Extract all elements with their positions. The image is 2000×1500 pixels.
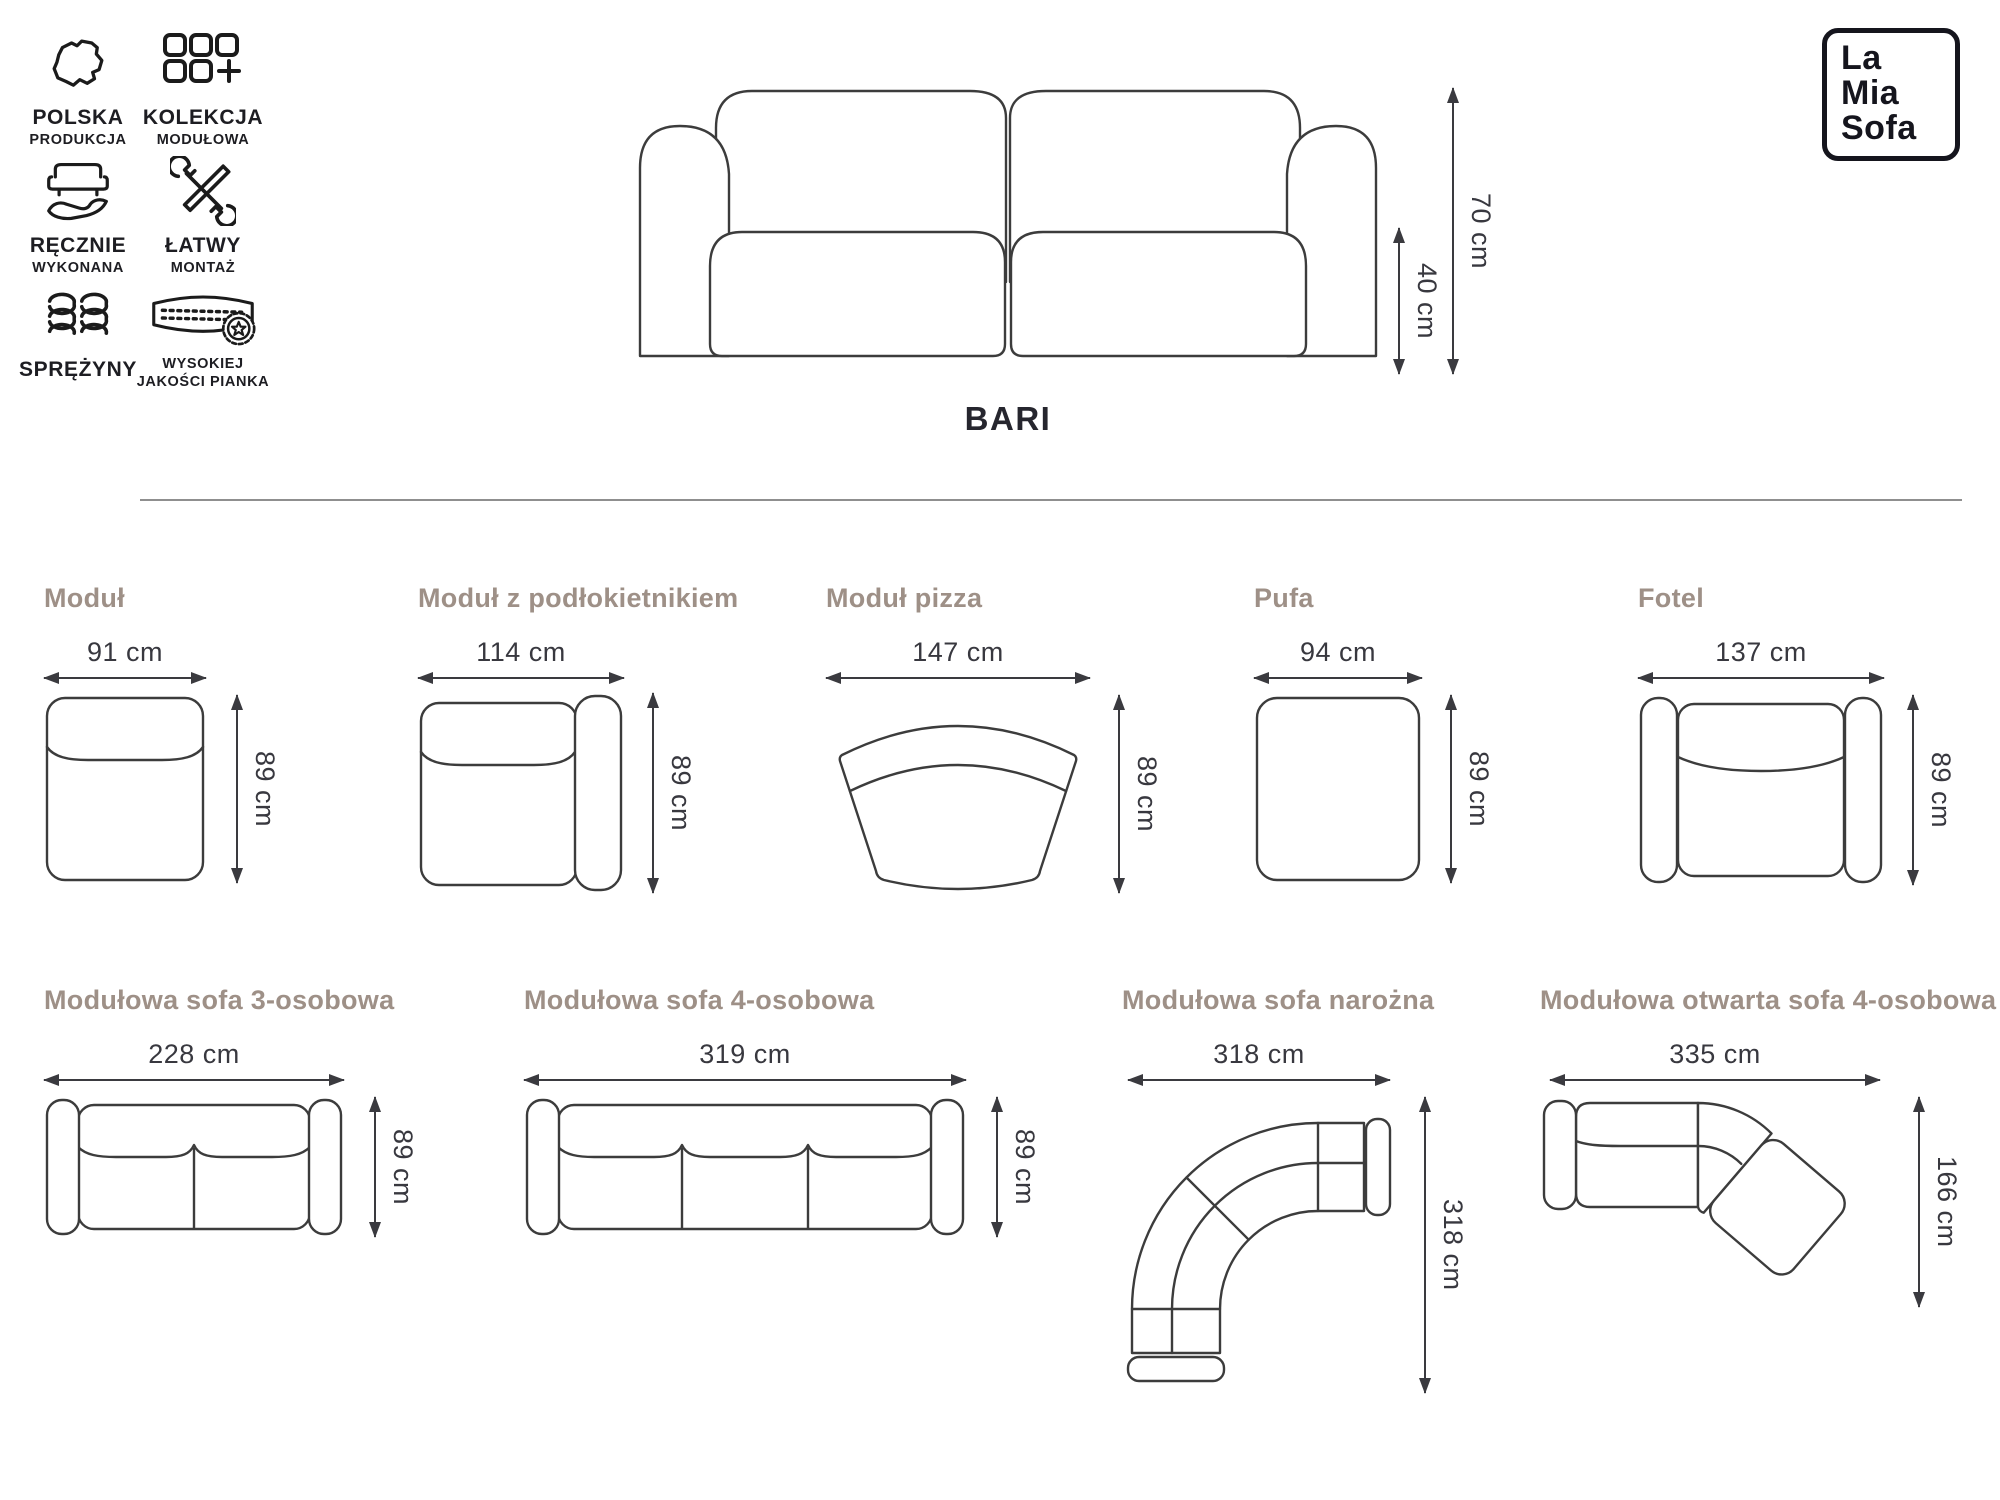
width-dimension (44, 637, 206, 679)
module-arm-top-view (418, 693, 624, 893)
poland-map-icon (45, 32, 111, 98)
armchair-top-view (1638, 695, 1884, 885)
width-label: 94 cm (1299, 637, 1377, 667)
vertical-arrow (1118, 695, 1120, 893)
depth-label: 89 cm (666, 754, 696, 832)
seat-cushion-right (1011, 232, 1306, 356)
foam-quality-icon (147, 288, 259, 348)
vertical-arrow (996, 1097, 998, 1237)
diagram-modul (44, 583, 280, 828)
feature-subtitle: MODUŁOWA (156, 132, 250, 148)
depth-dimension (996, 1097, 1040, 1237)
configuration-title: Modułowa otwarta sofa 4-osobowa (1540, 985, 1997, 1015)
depth-dimension (1424, 1097, 1468, 1393)
seat-height-label: 40 cm (1412, 262, 1442, 340)
diagram-sofa-4-osobowa (524, 985, 1040, 1206)
diagram-modul-pizza (826, 583, 1162, 833)
pizza-module-top-view (826, 695, 1090, 893)
springs-icon (44, 288, 112, 350)
horizontal-arrow (826, 677, 1090, 679)
vertical-arrow (236, 695, 238, 883)
feature-pianka (118, 288, 288, 390)
feature-title: POLSKA (32, 106, 124, 129)
depth-label: 89 cm (1926, 751, 1956, 829)
module-title: Moduł z podłokietnikiem (418, 583, 739, 613)
depth-dimension (1118, 695, 1162, 893)
diagram-fotel (1638, 583, 1956, 829)
depth-label: 89 cm (1464, 750, 1494, 828)
modular-collection-icon (162, 32, 244, 98)
width-label: 335 cm (1669, 1039, 1761, 1069)
diagram-pufa (1254, 583, 1494, 828)
feature-subtitle: MONTAŻ (170, 260, 236, 276)
feature-latwy-montaz (118, 156, 288, 276)
depth-label: 89 cm (1010, 1128, 1040, 1206)
width-dimension (1550, 1039, 1880, 1081)
horizontal-arrow (44, 1079, 344, 1081)
feature-subtitle: JAKOŚCI PIANKA (136, 374, 270, 390)
width-label: 147 cm (912, 637, 1004, 667)
sofa3-top-view (44, 1097, 344, 1237)
feature-title: SPRĘŻYNY (19, 358, 137, 381)
diagram-sofa-narozna (1122, 985, 1468, 1291)
vertical-arrow (374, 1097, 376, 1237)
open-sofa-top-view (1540, 1097, 1888, 1315)
feature-title: RĘCZNIE (29, 234, 127, 257)
depth-dimension (1918, 1097, 1962, 1307)
horizontal-arrow (418, 677, 624, 679)
module-title: Pufa (1254, 583, 1314, 613)
logo-line: La (1841, 39, 1882, 77)
module-title: Moduł pizza (826, 583, 983, 613)
depth-dimension (652, 693, 696, 893)
la-mia-sofa-logo (1822, 28, 1960, 161)
feature-title: KOLEKCJA (142, 106, 264, 129)
section-divider (140, 499, 1962, 501)
depth-label: 89 cm (388, 1128, 418, 1206)
horizontal-arrow (524, 1079, 966, 1081)
depth-label: 166 cm (1932, 1156, 1962, 1248)
depth-dimension (1450, 695, 1494, 883)
depth-dimension (374, 1097, 418, 1237)
feature-list (14, 26, 314, 426)
horizontal-arrow (1254, 677, 1422, 679)
width-label: 114 cm (476, 637, 566, 667)
vertical-arrow (1450, 695, 1452, 883)
easy-assembly-icon (170, 156, 236, 226)
seat-cushion-left (710, 232, 1005, 356)
vertical-arrow (1424, 1097, 1426, 1393)
diagram-modul-z-podlokietnikiem (418, 583, 739, 832)
handmade-icon (44, 156, 112, 226)
vertical-arrow (1918, 1097, 1920, 1307)
horizontal-arrow (44, 677, 206, 679)
width-dimension (44, 1039, 344, 1081)
width-dimension (1254, 637, 1422, 679)
vertical-arrow (1398, 228, 1400, 374)
total-height-label: 70 cm (1466, 192, 1496, 270)
horizontal-arrow (1638, 677, 1884, 679)
horizontal-arrow (1128, 1079, 1390, 1081)
vertical-arrow (652, 693, 654, 893)
configuration-title: Modułowa sofa narożna (1122, 985, 1435, 1015)
module-top-view (44, 695, 206, 883)
configuration-title: Modułowa sofa 4-osobowa (524, 985, 875, 1015)
seat-height-dimension (1398, 228, 1442, 374)
depth-dimension (1912, 695, 1956, 885)
width-dimension (418, 637, 624, 679)
width-dimension (1638, 637, 1884, 679)
feature-subtitle: PRODUKCJA (29, 132, 127, 148)
logo-line: Mia (1841, 74, 1900, 113)
diagram-sofa-3-osobowa (44, 985, 418, 1206)
feature-subtitle: WYKONANA (32, 260, 124, 276)
corner-sofa-top-view (1122, 1097, 1394, 1393)
depth-label: 89 cm (250, 750, 280, 828)
feature-title: WYSOKIEJ (162, 356, 244, 372)
logo-line: Sofa (1841, 109, 1917, 148)
width-label: 137 cm (1715, 637, 1807, 667)
depth-dimension (236, 695, 280, 883)
configuration-title: Modułowa sofa 3-osobowa (44, 985, 395, 1015)
vertical-arrow (1452, 88, 1454, 374)
sofa4-top-view (524, 1097, 966, 1237)
depth-label: 318 cm (1438, 1199, 1468, 1291)
width-dimension (524, 1039, 966, 1081)
module-title: Moduł (44, 583, 125, 613)
product-name: BARI (964, 400, 1052, 437)
width-label: 91 cm (86, 637, 164, 667)
diagram-sofa-otwarta (1540, 985, 1997, 1248)
horizontal-arrow (1550, 1079, 1880, 1081)
feature-title: ŁATWY (164, 234, 242, 257)
sofa-front-view (628, 82, 1388, 374)
depth-label: 89 cm (1132, 755, 1162, 833)
width-label: 228 cm (148, 1039, 240, 1069)
width-dimension (826, 637, 1090, 679)
module-title: Fotel (1638, 583, 1704, 613)
vertical-arrow (1912, 695, 1914, 885)
feature-kolekcja-modulowa (118, 32, 288, 148)
pouf-top-view (1254, 695, 1422, 883)
width-label: 318 cm (1213, 1039, 1305, 1069)
total-height-dimension (1452, 88, 1496, 374)
width-dimension (1128, 1039, 1390, 1081)
width-label: 319 cm (699, 1039, 791, 1069)
